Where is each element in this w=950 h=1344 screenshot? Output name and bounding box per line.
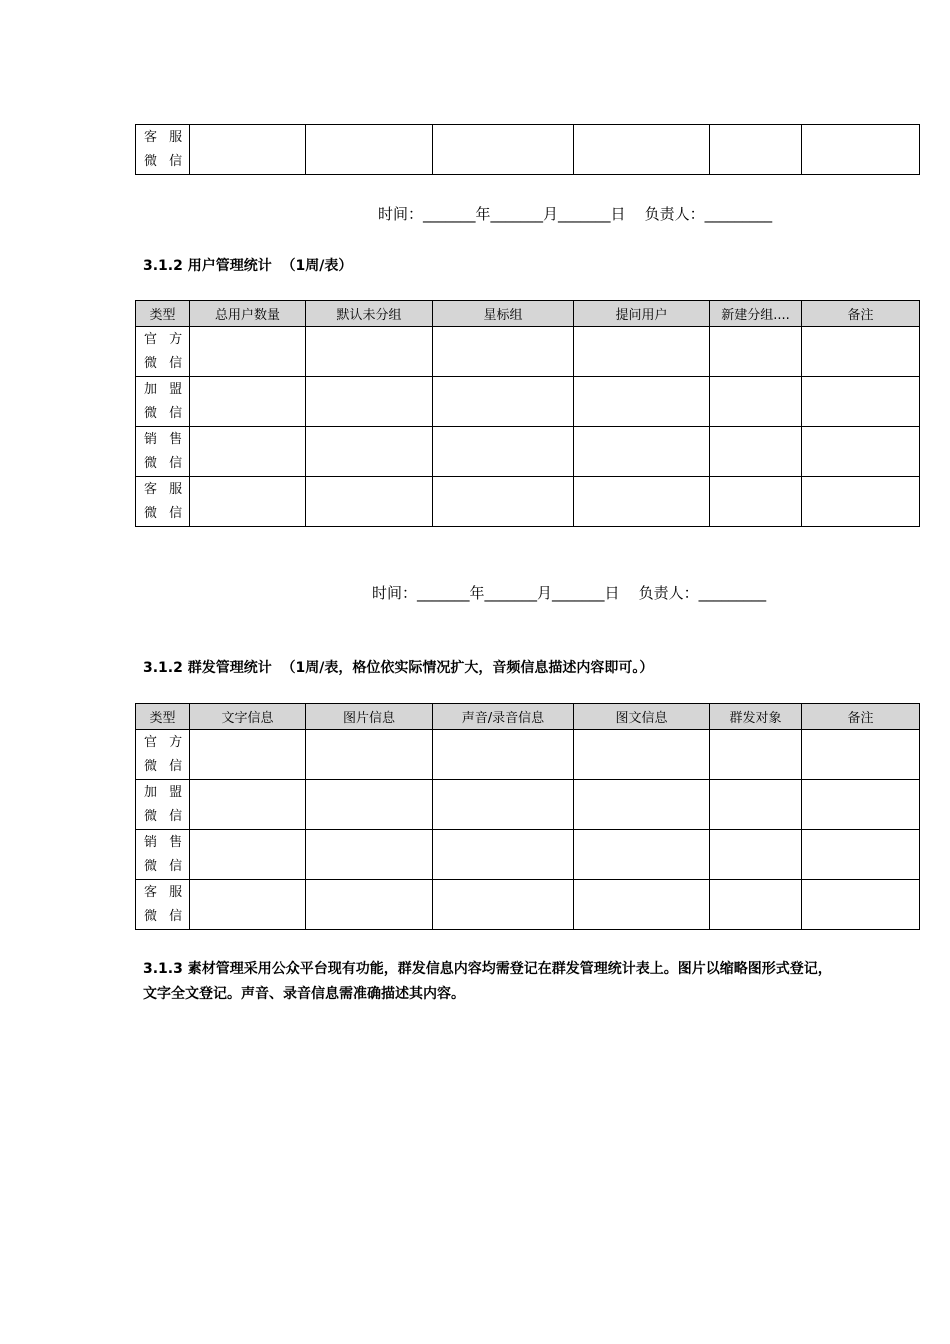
data-cell[interactable] [306,830,433,880]
data-cell[interactable] [574,780,710,830]
top-table [135,124,920,175]
data-cell[interactable] [433,730,574,780]
column-header: 备注 [802,301,920,327]
type-label-line2: 微 信 [144,405,187,421]
column-header: 类型 [136,301,190,327]
table-row [136,880,920,930]
data-cell[interactable] [190,125,306,175]
column-header: 总用户数量 [190,301,306,327]
data-cell[interactable] [710,427,802,477]
type-label-line2: 微 信 [144,808,187,824]
type-cell [136,780,190,830]
type-label-line1: 客 服 [144,481,187,497]
data-cell[interactable] [306,780,433,830]
column-header: 新建分组.... [710,301,802,327]
data-cell[interactable] [574,477,710,527]
type-label-line2: 微 信 [144,758,187,774]
data-cell[interactable] [710,830,802,880]
type-label-line1: 客 服 [144,129,187,145]
data-cell[interactable] [433,125,574,175]
data-cell[interactable] [574,327,710,377]
type-label-line2: 微 信 [144,908,187,924]
data-cell[interactable] [574,830,710,880]
column-header: 声音/录音信息 [433,704,574,730]
type-label-line2: 微 信 [144,505,187,521]
type-cell [136,125,190,175]
data-cell[interactable] [802,880,920,930]
data-cell[interactable] [190,327,306,377]
table-header-row [136,301,920,327]
type-cell [136,730,190,780]
table-row [136,730,920,780]
user-stats-table [135,300,920,527]
type-cell [136,477,190,527]
type-label-line2: 微 信 [144,858,187,874]
table-row [136,377,920,427]
type-cell [136,830,190,880]
signature-line-2: 时间：_______年_______月_______日 负责人：_________ [372,584,767,602]
type-label-line2: 微 信 [144,455,187,471]
type-label-line1: 加 盟 [144,381,187,397]
type-label-line1: 销 售 [144,431,187,447]
data-cell[interactable] [190,880,306,930]
material-management-paragraph: 3.1.3 素材管理采用公众平台现有功能，群发信息内容均需登记在群发管理统计表上。图片以缩略图形式登记，文字全文登记。声音、录音信息需准确描述其内容。 [143,961,832,1002]
type-label-line1: 加 盟 [144,784,187,800]
data-cell[interactable] [710,377,802,427]
data-cell[interactable] [190,830,306,880]
column-header: 提问用户 [574,301,710,327]
type-cell [136,327,190,377]
data-cell[interactable] [574,427,710,477]
data-cell[interactable] [710,730,802,780]
data-cell[interactable] [306,730,433,780]
data-cell[interactable] [433,427,574,477]
table-row [136,477,920,527]
column-header: 群发对象 [710,704,802,730]
data-cell[interactable] [802,477,920,527]
table-row [136,327,920,377]
data-cell[interactable] [306,125,433,175]
column-header: 图片信息 [306,704,433,730]
data-cell[interactable] [710,477,802,527]
signature-line-1: 时间：_______年_______月_______日 负责人：_________ [378,205,773,223]
data-cell[interactable] [190,427,306,477]
data-cell[interactable] [190,477,306,527]
data-cell[interactable] [306,477,433,527]
data-cell[interactable] [710,125,802,175]
data-cell[interactable] [306,880,433,930]
column-header: 文字信息 [190,704,306,730]
data-cell[interactable] [433,880,574,930]
section-heading-broadcast-stats: 3.1.2 群发管理统计 （1周/表，格位依实际情况扩大，音频信息描述内容即可。） [143,660,654,676]
table-row [136,780,920,830]
data-cell[interactable] [190,780,306,830]
data-cell[interactable] [306,327,433,377]
table-row [136,427,920,477]
data-cell[interactable] [802,125,920,175]
column-header: 默认未分组 [306,301,433,327]
column-header: 类型 [136,704,190,730]
data-cell[interactable] [802,830,920,880]
data-cell[interactable] [306,427,433,477]
data-cell[interactable] [802,730,920,780]
data-cell[interactable] [802,327,920,377]
data-cell[interactable] [433,780,574,830]
type-label-line1: 客 服 [144,884,187,900]
section-heading-user-stats: 3.1.2 用户管理统计 （1周/表） [143,258,353,274]
data-cell[interactable] [574,377,710,427]
table-row [136,125,920,175]
type-label-line1: 销 售 [144,834,187,850]
data-cell[interactable] [306,377,433,427]
table-row [136,830,920,880]
data-cell[interactable] [433,477,574,527]
data-cell[interactable] [710,880,802,930]
type-cell [136,427,190,477]
data-cell[interactable] [802,377,920,427]
column-header: 备注 [802,704,920,730]
table-header-row [136,704,920,730]
type-cell [136,377,190,427]
data-cell[interactable] [802,780,920,830]
type-label-line1: 官 方 [144,734,187,750]
broadcast-stats-table [135,703,920,930]
data-cell[interactable] [574,730,710,780]
data-cell[interactable] [802,427,920,477]
data-cell[interactable] [433,377,574,427]
data-cell[interactable] [190,377,306,427]
data-cell[interactable] [574,880,710,930]
type-label-line2: 微 信 [144,355,187,371]
data-cell[interactable] [574,125,710,175]
data-cell[interactable] [433,830,574,880]
column-header: 星标组 [433,301,574,327]
type-cell [136,880,190,930]
data-cell[interactable] [190,730,306,780]
type-label-line2: 微 信 [144,153,187,169]
data-cell[interactable] [710,327,802,377]
data-cell[interactable] [710,780,802,830]
type-label-line1: 官 方 [144,331,187,347]
data-cell[interactable] [433,327,574,377]
column-header: 图文信息 [574,704,710,730]
